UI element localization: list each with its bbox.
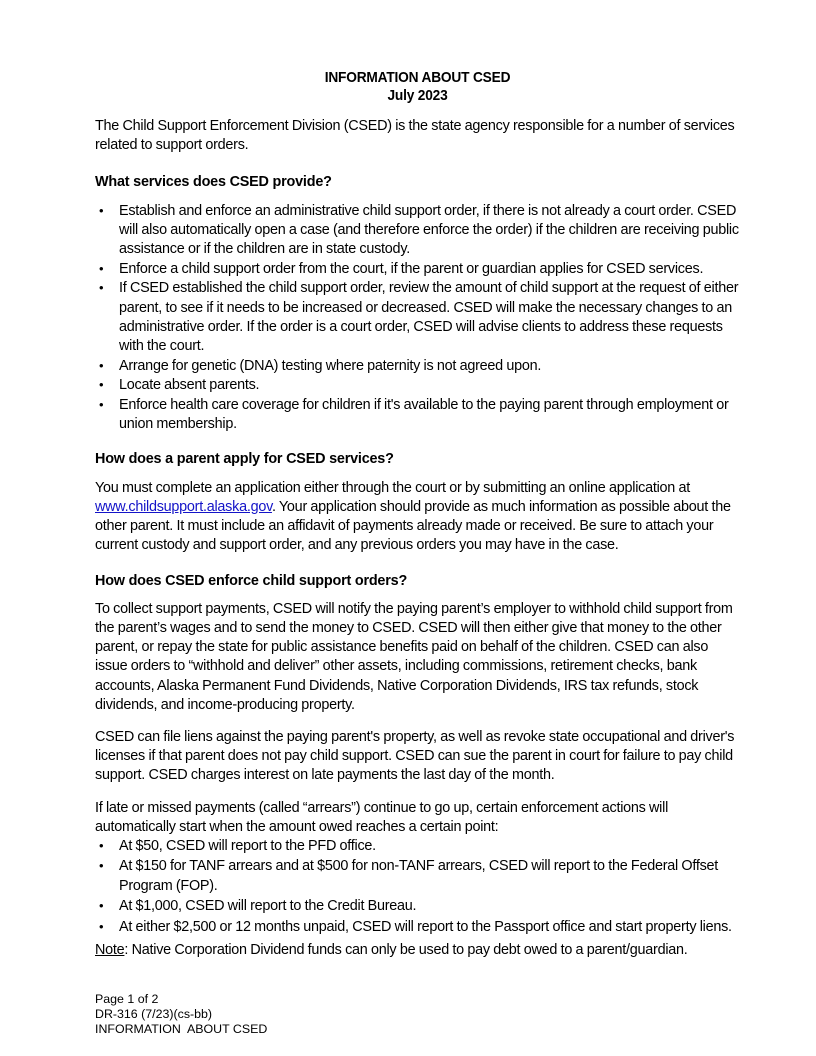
arrears-bullet-list <box>95 837 740 937</box>
enforce-paragraph-2: CSED can file liens against the paying parent's property, as well as revoke state occupational and driver's licenses if that parent does not pay child support. CSED can sue the parent in court for failure to pay child support. CSED charges interest on late payments the last day of the month. <box>95 728 735 784</box>
note-paragraph <box>95 941 740 960</box>
page-subtitle: July 2023 <box>387 87 448 104</box>
list-item: • At either $2,500 or 12 months unpaid, CSED will report to the Passport office and start property liens. <box>95 918 740 937</box>
note-text: : Native Corporation Dividend funds can only be used to pay debt owed to a parent/guardian. <box>124 941 688 958</box>
list-item: • Enforce health care coverage for children if it's available to the paying parent through employment or union membership. <box>95 396 740 435</box>
section-heading-services: What services does CSED provide? <box>95 174 332 191</box>
list-item: • At $1,000, CSED will report to the Credit Bureau. <box>95 897 740 916</box>
childsupport-website-link[interactable]: www.childsupport.alaska.gov <box>95 498 272 515</box>
apply-paragraph <box>95 479 740 556</box>
page-title: INFORMATION ABOUT CSED <box>324 70 511 86</box>
section-heading-enforce: How does CSED enforce child support orders? <box>95 572 408 589</box>
footer-form-number: DR-316 (7/23)(cs-bb) <box>95 1006 213 1021</box>
list-item: • At $50, CSED will report to the PFD office. <box>95 837 740 856</box>
list-item: • Arrange for genetic (DNA) testing where paternity is not agreed upon. <box>95 357 740 376</box>
intro-paragraph: The Child Support Enforcement Division (CSED) is the state agency responsible for a number of services related to support orders. <box>95 118 735 154</box>
list-item: • Locate absent parents. <box>95 376 740 395</box>
list-item: • Establish and enforce an administrative child support order, if there is not already a court order. CSED will also automatically open a case (and therefore enforce the order) if the children are receiving public assistance or if the children are in state custody. <box>95 202 740 260</box>
enforce-paragraph-1: To collect support payments, CSED will notify the paying parent’s employer to withhold child support from the parent’s wages and to send the money to CSED. CSED will then either give that money to the other parent, or repay the state for public assistance benefits paid on behalf of the children. CSED can also issue orders to “withhold and deliver” other assets, including commissions, retirement checks, bank accounts, Alaska Permanent Fund Dividends, Native Corporation Dividends, IRS tax refunds, stock dividends, and income-producing property. <box>95 600 733 713</box>
enforce-paragraph-3: If late or missed payments (called “arrears”) continue to go up, certain enforcement actions will automatically start when the amount owed reaches a certain point: <box>95 799 669 835</box>
list-item: • At $150 for TANF arrears and at $500 for non-TANF arrears, CSED will report to the Federal Offset Program (FOP). <box>95 857 740 896</box>
list-item: • Enforce a child support order from the court, if the parent or guardian applies for CSED services. <box>95 260 740 279</box>
document-body <box>95 70 740 960</box>
apply-text-after-link: . Your application should provide as much information as possible about the other parent. It must include an affidavit of payments already made or received. Be sure to attach your current custody and support order, and any previous orders you may have in the case. <box>95 498 731 554</box>
page-footer <box>95 992 595 1036</box>
section-apply <box>95 450 740 555</box>
section-heading-apply: How does a parent apply for CSED services? <box>95 451 394 468</box>
list-item: • If CSED established the child support order, review the amount of child support at the request of either parent, to see if it needs to be increased or decreased. CSED will make the necessary changes to an administrative order. If the order is a court order, CSED will advise clients to address these requests with the court. <box>95 279 740 357</box>
section-enforce <box>95 572 740 961</box>
services-bullet-list <box>95 202 740 435</box>
apply-text-before-link: You must complete an application either through the court or by submitting an online application at <box>95 479 690 496</box>
note-label: Note <box>95 941 125 958</box>
footer-page-number: Page 1 of 2 <box>95 992 159 1006</box>
section-services <box>95 173 740 434</box>
footer-form-title: INFORMATION ABOUT CSED <box>95 1021 268 1036</box>
